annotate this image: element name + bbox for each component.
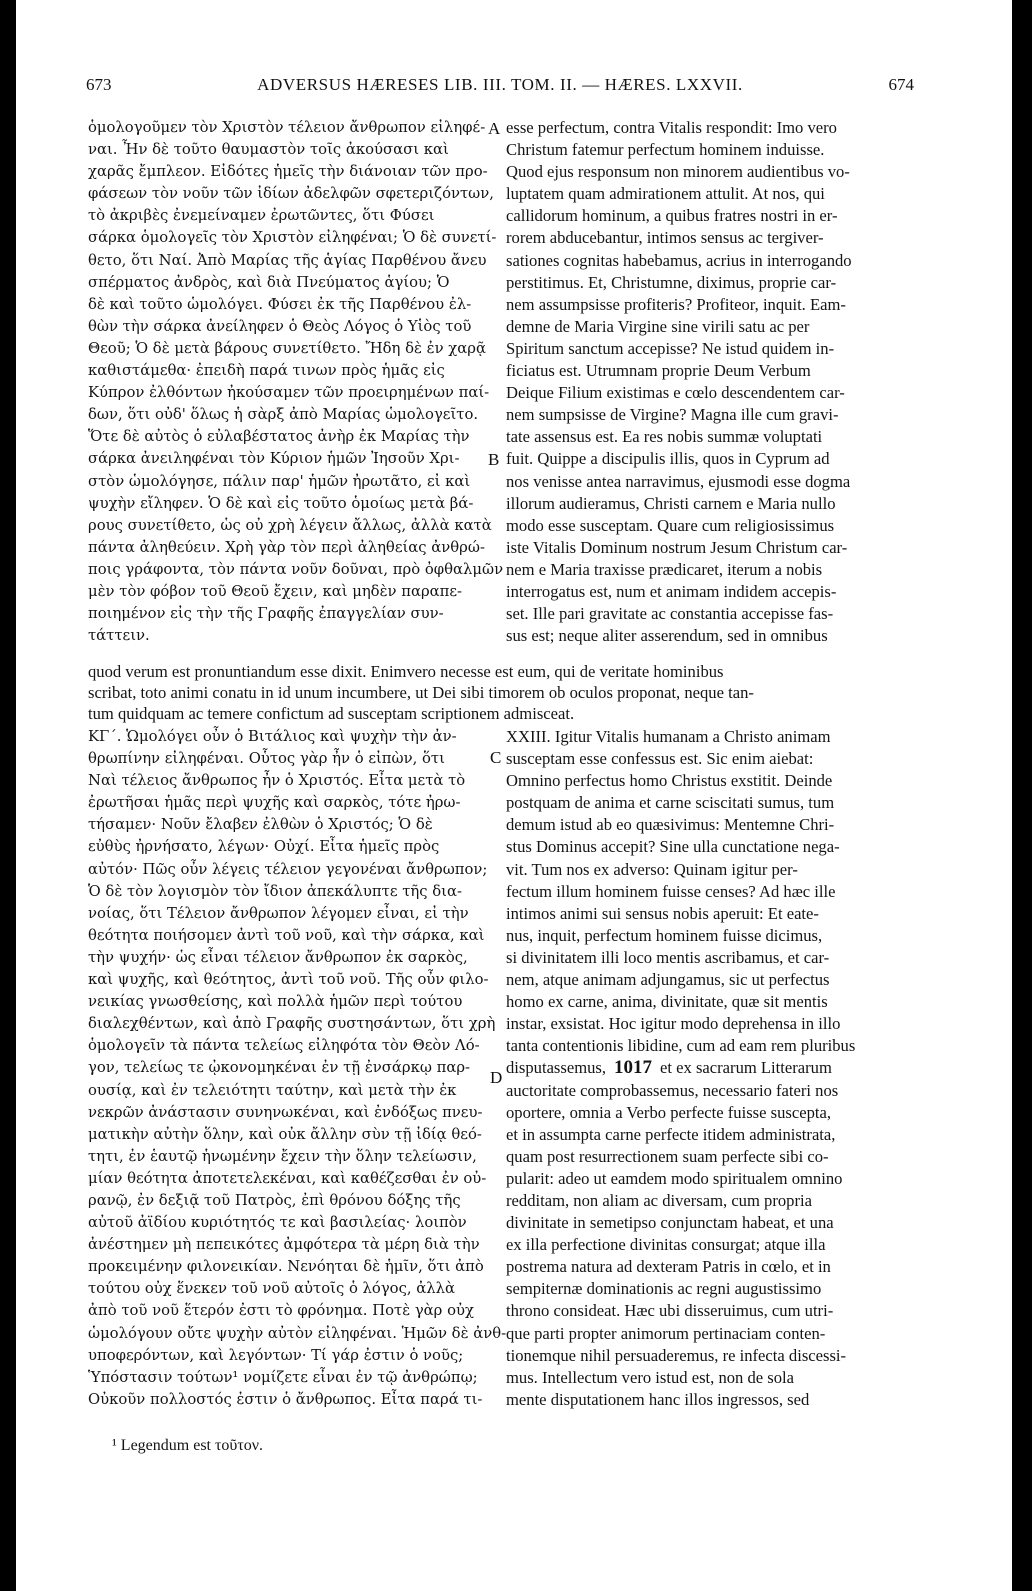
latin-text-line: ficiatus est. Utrumnam proprie Deum Verbum: [506, 361, 811, 381]
greek-text-line: καθιστάμεθα· ἐπειδὴ παρά τινων πρὸς ἡμᾶς εἰς: [88, 362, 445, 380]
greek-text-line: τὸ ἀκριβὲς ἐνεμείναμεν ἐρωτῶντες, ὅτι Φύσει: [88, 207, 435, 225]
edition-page-number: 1017: [614, 1057, 653, 1079]
greek-text-line: γον, τελείως τε ᾠκονομηκέναι ἐν τῇ ἐνσάρκῳ παρ-: [88, 1059, 471, 1077]
greek-text-line: ματικὴν αὐτὴν ὅλην, καὶ οὐκ ἄλλην σὺν τῇ ἰδίᾳ θεό-: [88, 1125, 482, 1143]
latin-text-line: nem e Maria traxisse prædicaret, iterum a nobis: [506, 559, 823, 579]
latin-text-line: que parti propter animorum pertinaciam conten-: [506, 1323, 826, 1343]
greek-text-line: ἀνέστημεν μὴ πεπεικότες ἀμφότερα τὰ μέρη διὰ τὴν: [88, 1236, 480, 1254]
greek-text-line: ρους συνετίθετο, ὡς οὐ χρὴ λέγειν ἄλλως, ἀλλὰ κατὰ: [88, 516, 492, 534]
latin-text-line: set. Ille pari gravitate ac constantia accepisse fas-: [506, 604, 834, 624]
greek-text-line: σάρκα ἀνειληφέναι τὸν Κύριον ἡμῶν Ἰησοῦν Χρι-: [88, 450, 460, 468]
greek-text-line: Οὐκοῦν πολλοστός ἐστιν ὁ ἄνθρωπος. Εἶτα παρά τι-: [88, 1390, 483, 1408]
latin-text-line: throno consideat. Hæc ubi disseruimus, cum utri-: [506, 1301, 834, 1321]
line-segment: et ex sacrarum Litterarum: [660, 1058, 832, 1078]
latin-text-line: iste Vitalis Dominum nostrum Jesum Christum car-: [506, 537, 848, 557]
greek-text-line: θρωπίνην εἰληφέναι. Οὗτος γὰρ ἦν ὁ εἰπὼν, ὅτι: [88, 750, 445, 768]
greek-text-line: δὲ καὶ τοῦτο ὡμολόγει. Φύσει ἐκ τῆς Παρθένου ἐλ-: [88, 295, 472, 313]
latin-text-line: Deique Filium existimas e cœlo descendentem car-: [506, 383, 845, 403]
latin-text-line: interrogatus est, num et animam indidem accepis-: [506, 581, 837, 601]
greek-text-line: ναι. Ἦν δὲ τοῦτο θαυμαστὸν τοῖς ἀκούσασι καὶ: [88, 141, 449, 159]
margin-marker-a: A: [488, 119, 501, 138]
greek-text-line: τήσαμεν· Νοῦν ἔλαβεν ἐλθὼν ὁ Χριστός; Ὁ δὲ: [88, 816, 433, 834]
latin-text-line: tionemque nihil persuaderemus, re infecta discessi-: [506, 1345, 847, 1365]
greek-text-line: αὐτοῦ ἀϊδίου κυριότητός τε καὶ βασιλείας· λοιπὸν: [88, 1214, 467, 1232]
greek-column-top: [88, 117, 504, 647]
paragraph-line: quod verum est pronuntiandum esse dixit. Enimvero necesse est eum, qui de veritate hominibus: [88, 662, 724, 681]
latin-text-line: postquam de anima et carne sciscitati sumus, tum: [506, 793, 835, 813]
latin-text-line: Quod ejus responsum non minorem audientibus vo-: [506, 162, 850, 182]
latin-text-line: tanta contentionis libidine, cum ad eam rem pluribus: [506, 1036, 856, 1056]
latin-text-line: pularit: adeo ut eamdem modo spiritualem omnino: [506, 1168, 843, 1188]
latin-text-line: et in assumpta carne perfecte itidem administrata,: [506, 1124, 836, 1144]
latin-text-line: sus est; neque aliter asserendum, sed in omnibus: [506, 626, 828, 646]
latin-text-line: susceptam esse confessus est. Sic enim aiebat:: [506, 749, 814, 769]
greek-text-line: εὐθὺς ἠρνήσατο, λέγων· Οὐχί. Εἶτα ἡμεῖς πρὸς: [88, 838, 440, 856]
latin-text-line: intimos animi sui sensus nobis aperuit: Et eate-: [506, 903, 819, 923]
latin-text-line: instar, exsistat. Hoc igitur modo deprehensa in illo: [506, 1014, 841, 1034]
latin-text-line: nem sumpsisse de Virgine? Magna ille cum gravi-: [506, 405, 839, 425]
greek-text-line: μίαν θεότητα ἀποτετελεκέναι, καὶ καθέζεσθαι ἐν οὐ-: [88, 1169, 487, 1187]
greek-text-line: θεότητα ποιήσομεν ἀντὶ τοῦ νοῦ, καὶ τὴν σάρκα, καὶ: [88, 926, 485, 944]
greek-text-line: Θεοῦ; Ὁ δὲ μετὰ βάρους συνετίθετο. Ἤδη δὲ ἐν χαρᾷ: [88, 339, 486, 357]
latin-text-line: quam post resurrectionem suam perfecte sibi co-: [506, 1146, 829, 1166]
latin-text-line: esse perfectum, contra Vitalis respondit: Imo vero: [506, 118, 837, 137]
page-number-right: 674: [888, 75, 914, 94]
margin-marker-c: C: [490, 748, 502, 767]
greek-text-line: Ὑπόστασιν τούτων¹ νομίζετε εἶναι ἐν τῷ ἀνθρώπῳ;: [88, 1368, 478, 1386]
latin-text-line: auctoritate comprobassemus, necessario fateri nos: [506, 1080, 839, 1100]
latin-text-line: XXIII. Igitur Vitalis humanam a Christo animam: [506, 727, 831, 746]
latin-text-line: demum istud ab eo quæsivimus: Mentemne Chri-: [506, 815, 835, 835]
greek-text-line: Ναὶ τέλειος ἄνθρωπος ἦν ὁ Χριστός. Εἶτα μετὰ τὸ: [88, 772, 466, 790]
greek-text-line: νεκρῶν ἀνάστασιν συνηνωκέναι, καὶ ἐνδόξως πνευ-: [88, 1103, 483, 1121]
latin-text-line: illorum audieramus, Christi carnem e Maria nullo: [506, 493, 836, 513]
latin-text-line: rorem abducebantur, intimos sensus ac tergiver-: [506, 228, 824, 248]
greek-text-line: ποιημένον εἰς τὴν τῆς Γραφῆς ἐπαγγελίαν συν-: [88, 605, 444, 623]
latin-text-line: oportere, omnia a Verbo perfecte fuisse suscepta,: [506, 1102, 831, 1122]
scan-border-left: [0, 0, 16, 1591]
running-header: [86, 75, 914, 105]
latin-text-line: homo ex carne, anima, divinitate, quæ sit mentis: [506, 992, 828, 1012]
greek-text-line: νοίας, ὅτι Τέλειον ἄνθρωπον λέγομεν εἶναι, εἰ τὴν: [88, 904, 469, 922]
latin-text-line: stus Dominus accepit? Sine ulla cunctatione nega-: [506, 837, 840, 857]
greek-text-line: ὁμολογοῦμεν τὸν Χριστὸν τέλειον ἄνθρωπον εἰληφέ-: [88, 119, 486, 136]
greek-text-line: χαρᾶς ἔμπλεον. Εἰδότες ἡμεῖς τὴν διάνοιαν τῶν προ-: [88, 163, 488, 181]
greek-text-line: σπέρματος ἀνδρὸς, καὶ διὰ Πνεύματος ἁγίου; Ὁ: [88, 273, 450, 291]
latin-text-line: nem, atque animam adjungamus, sic ut perfectus: [506, 970, 830, 990]
line-segment: disputassemus,: [506, 1058, 607, 1078]
latin-text-line: modo esse susceptam. Quare cum religiosissimus: [506, 515, 835, 535]
greek-text-line: ΚΓ΄. Ὡμολόγει οὖν ὁ Βιτάλιος καὶ ψυχὴν τὴν ἀν-: [88, 728, 457, 745]
greek-text-line: πάντα ἀληθεύειν. Χρὴ γὰρ τὸν περὶ ἀληθείας ἀνθρώ-: [88, 538, 485, 556]
latin-text-line: si divinitatem illi loco mentis ascribamus, et car-: [506, 947, 830, 967]
greek-text-line: υποφερόντων, καὶ λεγόντων· Τί γάρ ἐστιν ὁ νοῦς;: [88, 1346, 464, 1364]
latin-text-line: fectum illum hominem fuisse censes? Ad hæc ille: [506, 881, 836, 901]
greek-text-line: σάρκα ὁμολογεῖς τὸν Χριστὸν εἰληφέναι; Ὁ δὲ συνετί-: [88, 229, 497, 247]
scan-border-right: [1012, 0, 1032, 1591]
greek-text-line: διαλεχθέντων, καὶ ἀπὸ Γραφῆς συστησάντων, ὅτι χρὴ: [88, 1015, 496, 1033]
greek-text-line: ρανῷ, ἐν δεξιᾷ τοῦ Πατρὸς, ἐπὶ θρόνου δόξης τῆς: [88, 1191, 461, 1209]
greek-text-line: προκειμένην φιλονεικίαν. Νενόηται δὲ ἡμῖν, ὅτι ἀπὸ: [88, 1258, 484, 1276]
latin-text-line: callidorum hominum, a quibus fratres nostri in er-: [506, 206, 838, 226]
latin-text-line: postrema natura ad dexteram Patris in cœlo, et in: [506, 1257, 831, 1277]
paragraph-line: tum quidquam ac temere confictum ad susceptam scriptionem admisceat.: [88, 704, 575, 723]
greek-text-line: ἀπὸ τοῦ νοῦ ἕτερόν ἐστι τὸ φρόνημα. Ποτὲ γὰρ οὐχ: [88, 1302, 474, 1320]
greek-text-line: αὐτόν· Πῶς οὖν λέγεις τέλειον γεγονέναι ἄνθρωπον;: [88, 860, 488, 878]
full-width-paragraph: [88, 661, 916, 724]
latin-text-line: tate assensus est. Ea res nobis summæ voluptati: [506, 427, 823, 447]
latin-text-line: ex illa perfectione divinitas consurgat; atque illa: [506, 1235, 826, 1255]
margin-marker-b: B: [488, 450, 500, 469]
latin-column-bottom: [506, 726, 916, 1411]
greek-text-line: μὲν τὸν φόβον τοῦ Θεοῦ ἔχειν, καὶ μηδὲν παραπε-: [88, 582, 463, 600]
greek-text-line: Ὅτε δὲ αὐτὸς ὁ εὐλαβέστατος ἀνὴρ ἐκ Μαρίας τὴν: [88, 428, 470, 446]
greek-text-line: θετο, ὅτι Ναί. Ἀπὸ Μαρίας τῆς ἁγίας Παρθένου ἄνευ: [88, 251, 487, 269]
greek-text-line: τάττειν.: [88, 627, 150, 645]
latin-text-line: vit. Tum nos ex adverso: Quinam igitur per-: [506, 859, 798, 879]
margin-marker-d: D: [490, 1068, 503, 1087]
greek-text-line: καὶ ψυχῆς, καὶ θεότητος, ἀντὶ τοῦ νοῦ. Τῆς οὖν φιλο-: [88, 971, 489, 989]
greek-text-line: τούτου οὐχ ἕνεκεν τοῦ νοῦ αὐτοῖς ὁ λόγος, ἀλλὰ: [88, 1280, 456, 1298]
latin-text-line: nem assumpsisse profiteris? Profiteor, inquit. Eam-: [506, 294, 846, 314]
latin-text-line: nus, inquit, perfectum hominem fuisse dicimus,: [506, 925, 823, 945]
latin-text-line: perstitimus. Et, Christumne, diximus, proprie car-: [506, 272, 837, 292]
greek-text-line: τὴν ψυχήν· ὡς εἶναι τέλειον ἄνθρωπον ἐκ σαρκὸς,: [88, 948, 468, 966]
latin-text-line: demne de Maria Virgine sine virili satu ac per: [506, 316, 810, 336]
latin-text-line: Omnino perfectus homo Christus exstitit. Deinde: [506, 771, 833, 791]
greek-text-line: ἐρωτῆσαι ἡμᾶς περὶ ψυχῆς καὶ σαρκὸς, τότε ἠρω-: [88, 794, 461, 812]
latin-text-line: divinitate in semetipso conjunctam habeat, et una: [506, 1213, 834, 1233]
latin-text-line: redditam, non aliam ac diversam, cum propria: [506, 1190, 812, 1210]
greek-text-line: ὁμολογεῖν τὰ πάντα τελείως εἰληφότα τὸν Θεὸν Λό-: [88, 1037, 480, 1055]
latin-column-top: [506, 117, 916, 647]
page-number-left: 673: [86, 75, 112, 94]
latin-text-line: sationes cognitas habebamus, acrius in interrogando: [506, 250, 852, 270]
latin-text-line: nos venisse antea narravimus, ejusmodi esse dogma: [506, 471, 851, 491]
greek-text-line: Κύπρον ἐλθόντων ἠκούσαμεν τῶν προειρημένων παί-: [88, 384, 490, 402]
greek-text-line: φάσεων τὸν νοῦν τῶν ἰδίων ἀδελφῶν σφετεριζόντων,: [88, 185, 494, 203]
greek-text-line: τητι, ἐν ἑαυτῷ ἡνωμένην ἔχειν τὴν ὅλην τελείωσιν,: [88, 1147, 477, 1165]
latin-text-line: sempiternæ dominationis ac regni augustissimo: [506, 1279, 822, 1299]
latin-text-line: mus. Intellectum vero istud est, non de sola: [506, 1367, 795, 1387]
greek-text-line: στὸν ὡμολόγησε, πάλιν παρ' ἡμῶν ἠρωτᾶτο, εἰ καὶ: [88, 472, 471, 490]
paragraph-line: scribat, toto animi conatu in id unum incumbere, ut Dei sibi timorem ob oculos proponat, neque tan-: [88, 683, 754, 702]
latin-text-line: [506, 1057, 916, 1079]
greek-text-line: θὼν τὴν σάρκα ἀνείληφεν ὁ Θεὸς Λόγος ὁ Υἱὸς τοῦ: [88, 317, 472, 335]
latin-text-line: luptatem quam admirationem attulit. At nos, qui: [506, 184, 825, 204]
greek-text-line: ποις γράφοντα, τὸν πάντα νοῦν δοῦναι, πρὸ ὀφθαλμῶν: [88, 560, 504, 578]
latin-text-line: fuit. Quippe a discipulis illis, quos in Cyprum ad: [506, 449, 830, 469]
greek-text-line: νεικίας γνωσθείσης, καὶ πολλὰ ἡμῶν περὶ τούτου: [88, 993, 463, 1011]
latin-text-line: Spiritum sanctum accepisse? Ne istud quidem in-: [506, 338, 835, 358]
latin-text-line: Christum fatemur perfectum hominem induisse.: [506, 140, 825, 160]
footnote: ¹ Legendum est τοῦτον.: [112, 1437, 264, 1454]
greek-text-line: ψυχὴν εἴληφεν. Ὁ δὲ καὶ εἰς τοῦτο ὁμοίως μετὰ βά-: [88, 494, 474, 512]
running-title: ADVERSUS HÆRESES LIB. III. TOM. II. — HÆRES. LXXVII.: [257, 75, 743, 94]
greek-text-line: Ὁ δὲ τὸν λογισμὸν τὸν ἴδιον ἀπεκάλυπτε τῆς δια-: [88, 882, 462, 900]
greek-text-line: ουσίᾳ, καὶ ἐν τελειότητι ταύτην, καὶ μετὰ τὴν ἐκ: [88, 1081, 457, 1099]
greek-text-line: ὡμολόγουν οὔτε ψυχὴν αὐτὸν εἰληφέναι. Ἡμῶν δὲ ἀνθ-: [88, 1324, 507, 1342]
greek-column-bottom: [88, 726, 507, 1411]
latin-text-line: mente disputationem hanc illos ingressos, sed: [506, 1389, 810, 1409]
greek-text-line: δων, ὅτι οὐδ' ὅλως ἡ σὰρξ ἀπὸ Μαρίας ὡμολογεῖτο.: [88, 406, 479, 424]
